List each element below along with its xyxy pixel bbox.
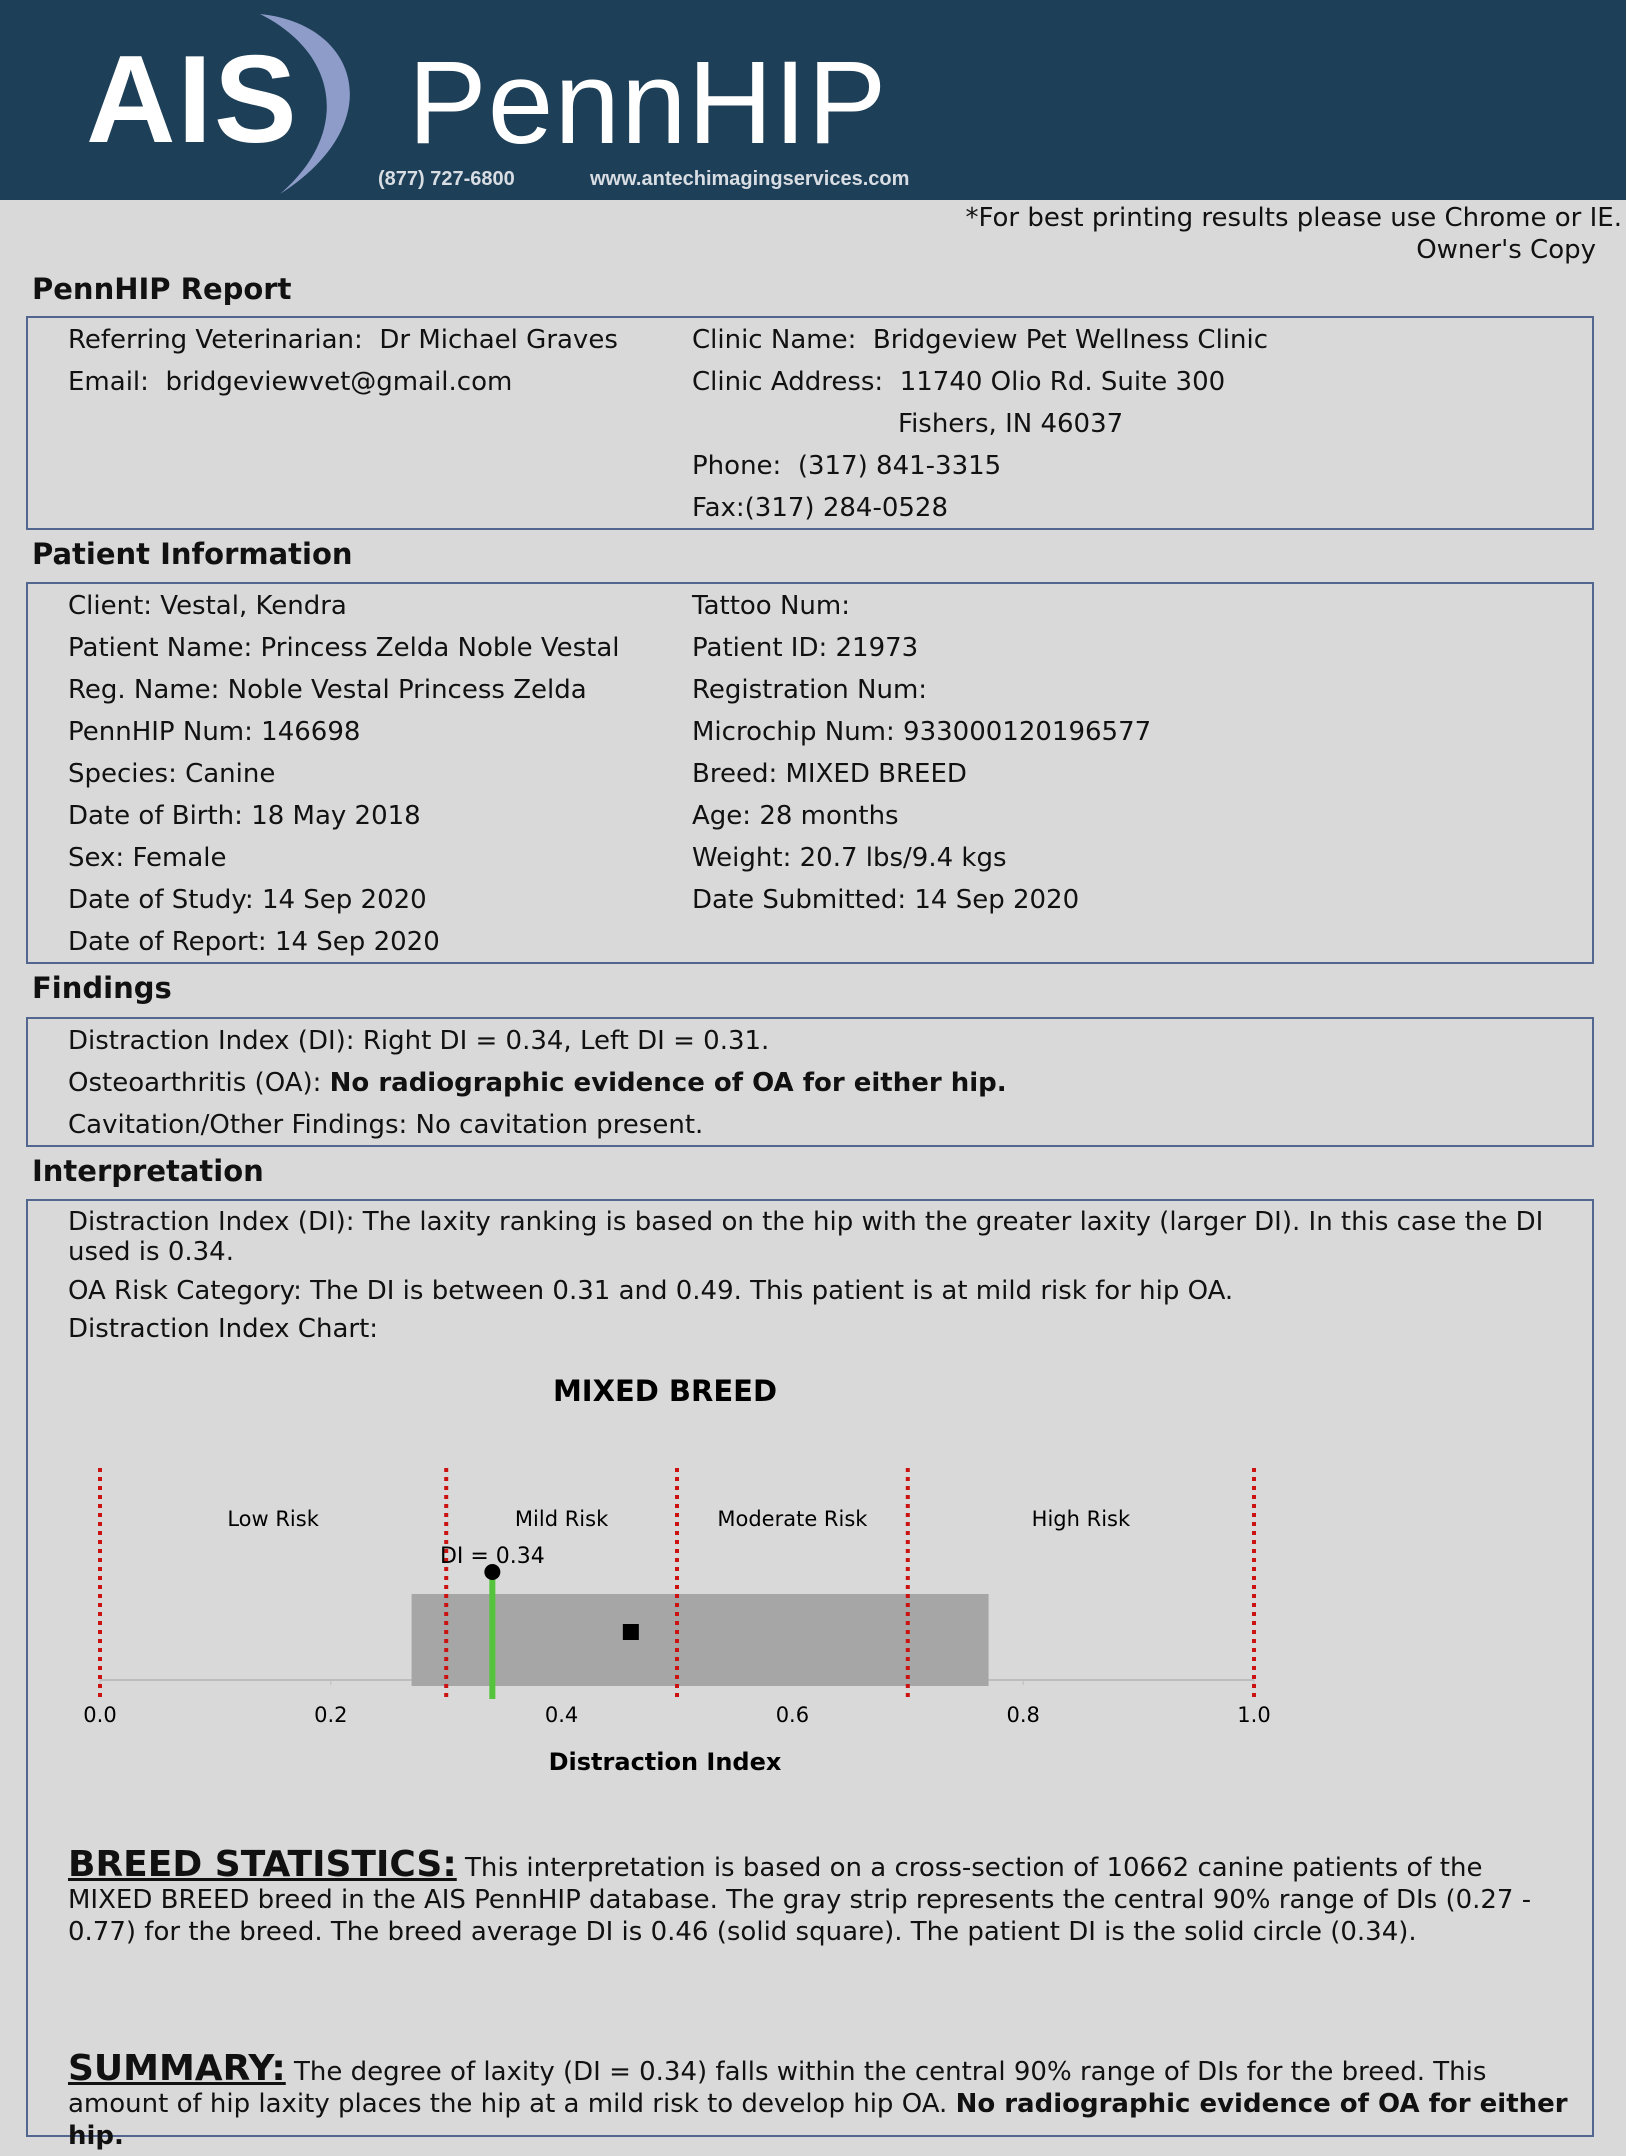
tattoo-row	[692, 590, 858, 622]
age-label: Age:	[692, 801, 752, 831]
species-value: Canine	[185, 759, 276, 789]
x-tick-label: 0.4	[544, 1703, 579, 1727]
breed-label: Breed:	[692, 759, 778, 789]
patient-di-label: DI = 0.34	[439, 1544, 545, 1569]
interp-di-paragraph: Distraction Index (DI): The laxity ranking is based on the hip with the greater laxity (larger DI). In this case the DI used is 0.34.	[68, 1207, 1544, 1267]
age-value: 28 months	[759, 801, 899, 831]
weight-label: Weight:	[692, 843, 792, 873]
findings-di-value: Right DI = 0.34, Left DI = 0.31.	[362, 1026, 770, 1056]
phone-label: Phone:	[692, 451, 782, 481]
fax-row	[692, 492, 948, 524]
risk-zone-label: Moderate Risk	[717, 1507, 868, 1531]
findings-box	[26, 1017, 1594, 1147]
submitted-value: 14 Sep 2020	[914, 885, 1080, 915]
breed-row	[692, 758, 967, 790]
referring-vet-label: Referring Veterinarian:	[68, 325, 363, 355]
risk-zone-label: Mild Risk	[514, 1507, 609, 1531]
report-box	[26, 316, 1594, 530]
findings-di-label: Distraction Index (DI):	[68, 1026, 355, 1056]
reg-name-label: Reg. Name:	[68, 675, 220, 705]
breed-average-marker	[623, 1624, 639, 1640]
x-tick-label: 0.6	[775, 1703, 810, 1727]
patient-name-label: Patient Name:	[68, 633, 253, 663]
patient-id-row	[692, 632, 918, 664]
risk-zone-label: High Risk	[1031, 1507, 1131, 1531]
x-tick-label: 0.0	[83, 1703, 117, 1727]
age-row	[692, 800, 899, 832]
weight-value: 20.7 lbs/9.4 kgs	[799, 843, 1007, 873]
fax-label: Fax:	[692, 493, 745, 523]
x-tick-label: 0.2	[314, 1703, 348, 1727]
study-date-value: 14 Sep 2020	[261, 885, 427, 915]
print-tip: *For best printing results please use Chrome or IE.	[965, 203, 1622, 233]
summary-text: The degree of laxity (DI = 0.34) falls within the central 90% range of DIs for the breed. This amount of hip laxity places the hip at a mild risk to develop hip OA.	[68, 2057, 1487, 2119]
pennhip-num-label: PennHIP Num:	[68, 717, 253, 747]
interp-chart-label: Distraction Index Chart:	[68, 1314, 379, 1344]
microchip-value: 933000120196577	[903, 717, 1152, 747]
tattoo-label: Tattoo Num:	[692, 591, 850, 621]
microchip-label: Microchip Num:	[692, 717, 895, 747]
clinic-name-value: Bridgeview Pet Wellness Clinic	[872, 325, 1269, 355]
breed-stats-label: BREED STATISTICS:	[68, 1844, 457, 1885]
referring-vet-value: Dr Michael Graves	[379, 325, 618, 355]
client-label: Client:	[68, 591, 153, 621]
patient-id-label: Patient ID:	[692, 633, 828, 663]
risk-zone-label: Low Risk	[227, 1507, 319, 1531]
clinic-address-label: Clinic Address:	[692, 367, 884, 397]
client-value: Vestal, Kendra	[160, 591, 347, 621]
registration-row	[692, 674, 935, 706]
x-tick-label: 1.0	[1237, 1703, 1271, 1727]
patient-name-value: Princess Zelda Noble Vestal	[260, 633, 620, 663]
report-title: PennHIP Report	[32, 272, 292, 306]
findings-title: Findings	[32, 971, 172, 1005]
logo-pennhip: PennHIP	[408, 37, 888, 169]
species-row	[68, 758, 275, 790]
registration-label: Registration Num:	[692, 675, 928, 705]
fax-value: (317) 284-0528	[744, 493, 949, 523]
clinic-address-line2: Fishers, IN 46037	[898, 409, 1124, 439]
findings-cavitation-value: No cavitation present.	[415, 1110, 704, 1140]
referring-vet-row	[68, 324, 618, 356]
report-date-row	[68, 926, 440, 958]
header-banner	[0, 0, 1626, 200]
di-chart	[28, 1341, 1528, 1811]
phone-row	[692, 450, 1001, 482]
findings-cavitation-row	[68, 1109, 703, 1141]
clinic-address-line1: 11740 Olio Rd. Suite 300	[899, 367, 1226, 397]
x-tick-label: 0.8	[1006, 1703, 1040, 1727]
summary-paragraph	[68, 2048, 1578, 2152]
patient-id-value: 21973	[835, 633, 919, 663]
patient-box	[26, 582, 1594, 964]
dob-row	[68, 800, 421, 832]
interp-oa-risk: OA Risk Category: The DI is between 0.31 and 0.49. This patient is at mild risk for hip OA.	[68, 1276, 1234, 1306]
summary-label: SUMMARY:	[68, 2048, 286, 2089]
findings-oa-label: Osteoarthritis (OA):	[68, 1068, 322, 1098]
sex-value: Female	[132, 843, 227, 873]
chart-xlabel: Distraction Index	[548, 1748, 782, 1776]
study-date-row	[68, 884, 427, 916]
findings-di-row	[68, 1025, 769, 1057]
clinic-name-label: Clinic Name:	[692, 325, 857, 355]
submitted-row	[692, 884, 1079, 916]
email-label: Email:	[68, 367, 149, 397]
email-value[interactable]: bridgeviewvet@gmail.com	[165, 367, 513, 397]
email-row	[68, 366, 512, 398]
dob-label: Date of Birth:	[68, 801, 243, 831]
interpretation-title: Interpretation	[32, 1154, 264, 1188]
breed-value: MIXED BREED	[785, 759, 967, 789]
reg-name-row	[68, 674, 587, 706]
reg-name-value: Noble Vestal Princess Zelda	[227, 675, 587, 705]
pennhip-num-row	[68, 716, 360, 748]
logo-ais: AIS	[86, 31, 299, 169]
chart-title: MIXED BREED	[552, 1374, 778, 1408]
study-date-label: Date of Study:	[68, 885, 254, 915]
pennhip-num-value: 146698	[261, 717, 361, 747]
weight-row	[692, 842, 1007, 874]
copy-label: Owner's Copy	[1416, 235, 1596, 265]
dob-value: 18 May 2018	[251, 801, 421, 831]
findings-oa-value: No radiographic evidence of OA for either hip.	[329, 1068, 1007, 1098]
submitted-label: Date Submitted:	[692, 885, 907, 915]
clinic-name-row	[692, 324, 1268, 356]
breed-stats-paragraph	[68, 1844, 1568, 1948]
patient-title: Patient Information	[32, 537, 353, 571]
sex-row	[68, 842, 226, 874]
microchip-row	[692, 716, 1151, 748]
header-phone: (877) 727-6800	[378, 168, 515, 190]
print-notice	[965, 202, 1622, 266]
breed-range-strip	[412, 1594, 989, 1686]
breed-stats-text: This interpretation is based on a cross-section of 10662 canine patients of the MIXED BREED breed in the AIS PennHIP database. The gray strip represents the central 90% range of DIs (0.27 - 0.77) for the breed. The breed average DI is 0.46 (solid square). The patient DI is the solid circle (0.34).	[68, 1853, 1532, 1947]
clinic-address-row	[692, 366, 1225, 398]
summary-bold: No radiographic evidence of OA for either hip.	[68, 2089, 1568, 2151]
report-date-value: 14 Sep 2020	[274, 927, 440, 957]
phone-value: (317) 841-3315	[797, 451, 1002, 481]
report-date-label: Date of Report:	[68, 927, 267, 957]
findings-oa-row	[68, 1067, 1007, 1099]
findings-cavitation-label: Cavitation/Other Findings:	[68, 1110, 408, 1140]
patient-name-row	[68, 632, 620, 664]
header-website[interactable]: www.antechimagingservices.com	[590, 168, 910, 190]
sex-label: Sex:	[68, 843, 125, 873]
species-label: Species:	[68, 759, 177, 789]
interpretation-box	[26, 1199, 1594, 2151]
client-row	[68, 590, 347, 622]
